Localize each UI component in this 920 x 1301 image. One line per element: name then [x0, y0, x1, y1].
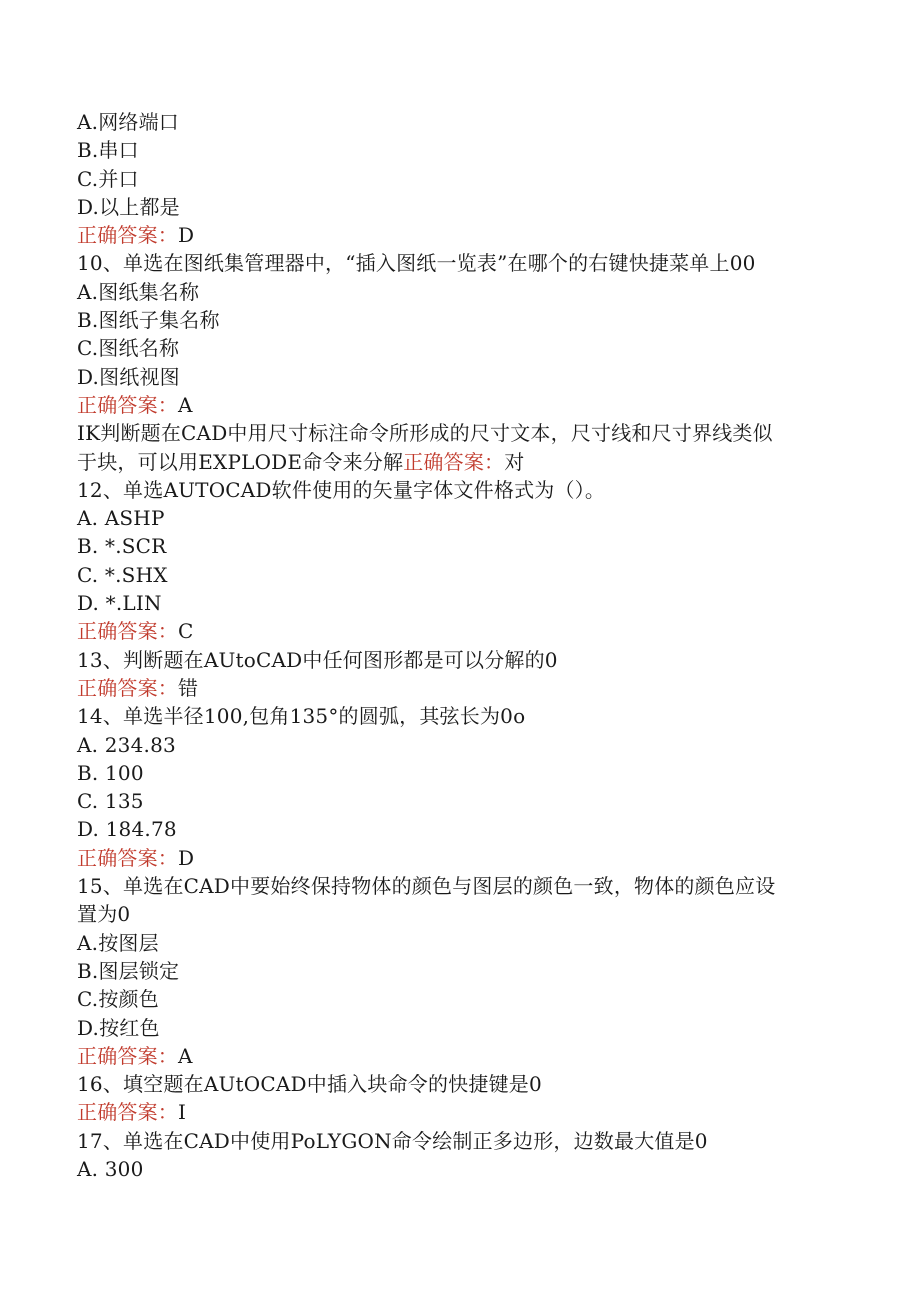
answer-label: 正确答案：: [77, 1100, 178, 1125]
option-d: D.以上都是: [77, 194, 180, 219]
answer-value: C: [178, 619, 194, 644]
option-b: B. 100: [77, 760, 144, 785]
question-stem: 17、单选在CAD中使用PoLYGON命令绘制正多边形，边数最大值是0: [77, 1128, 708, 1153]
question-stem: 13、判断题在AUtoCAD中任何图形都是可以分解的0: [77, 647, 558, 672]
option-a: A.网络端口: [77, 110, 180, 134]
answer-line: [77, 221, 847, 249]
answer-value: I: [178, 1100, 187, 1125]
option-d: D. 184.78: [77, 817, 177, 842]
answer-label: 正确答案：: [77, 1043, 178, 1068]
answer-value: 对: [504, 449, 525, 474]
option-b: B.串口: [77, 138, 139, 163]
answer-value: 错: [178, 675, 199, 700]
option-a: A. ASHP: [77, 506, 165, 531]
answer-line: [77, 391, 847, 419]
option-b: B. *.SCR: [77, 534, 167, 559]
answer-line: [77, 844, 847, 872]
option-a: A. 234.83: [77, 732, 176, 757]
option-c: C.按颜色: [77, 987, 159, 1012]
option-c: C.图纸名称: [77, 336, 180, 361]
option-b: B.图层锁定: [77, 958, 180, 983]
answer-value: A: [178, 1043, 193, 1068]
question-stem: 10、单选在图纸集管理器中，“插入图纸一览表”在哪个的右键快捷菜单上00: [77, 251, 756, 276]
question-stem: IK判断题在CAD中用尺寸标注命令所形成的尺寸文本，尺寸线和尺寸界线类似: [77, 421, 773, 446]
answer-value: D: [178, 223, 195, 248]
answer-line: [77, 1098, 847, 1126]
question-stem: 15、单选在CAD中要始终保持物体的颜色与图层的颜色一致，物体的颜色应设: [77, 874, 776, 899]
question-stem-text: 于块，可以用EXPLODE命令来分解: [77, 449, 404, 474]
answer-label: 正确答案：: [77, 392, 178, 417]
option-a: A.按图层: [77, 930, 159, 955]
option-a: A.图纸集名称: [77, 279, 200, 304]
answer-label: 正确答案：: [77, 845, 178, 870]
answer-label: 正确答案：: [403, 449, 505, 474]
answer-value: A: [178, 392, 193, 417]
answer-line: [77, 617, 847, 645]
question-stem: 16、填空题在AUtOCAD中插入块命令的快捷键是0: [77, 1072, 542, 1097]
answer-value: D: [178, 845, 195, 870]
option-b: B.图纸子集名称: [77, 308, 220, 333]
answer-line: [77, 674, 847, 702]
question-stem-continued: 置为0: [77, 902, 131, 927]
question-stem: 14、单选半径100,包角135°的圆弧，其弦长为0o: [77, 704, 526, 729]
option-a: A. 300: [77, 1156, 144, 1181]
answer-label: 正确答案：: [77, 619, 178, 644]
option-c: C. 135: [77, 789, 144, 814]
option-c: C. *.SHX: [77, 562, 168, 587]
option-d: D.按红色: [77, 1015, 160, 1040]
question-stem: 12、单选AUTOCAD软件使用的矢量字体文件格式为（）。: [77, 477, 606, 502]
question-stem-continued: [77, 448, 847, 476]
option-d: D.图纸视图: [77, 364, 180, 389]
answer-line: [77, 1042, 847, 1070]
option-d: D. *.LIN: [77, 591, 162, 616]
question-list: [77, 108, 847, 1183]
option-c: C.并口: [77, 166, 139, 191]
answer-label: 正确答案：: [77, 675, 178, 700]
answer-label: 正确答案：: [77, 223, 178, 248]
